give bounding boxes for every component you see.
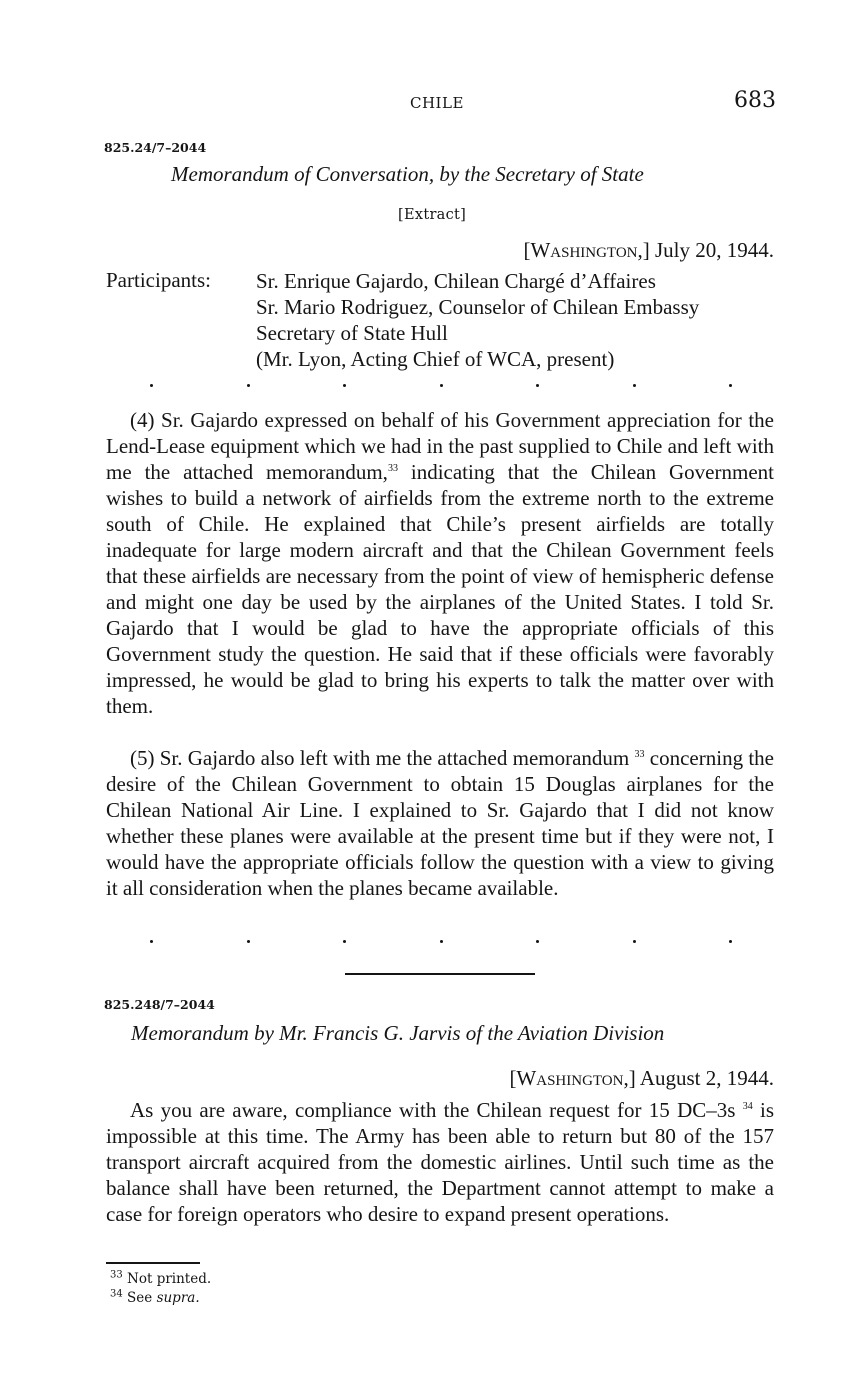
dateline-date-2: August 2, 1944. (639, 1066, 774, 1090)
dateline-place-1: [Washington,] (523, 238, 650, 262)
paragraph-5 (106, 745, 774, 901)
dateline-date-1: July 20, 1944. (654, 238, 774, 262)
paragraph-text: is impossible at this time. The Army has been able to return but 80 of the 157 transport aircraft acquired from the domestic airlines. Until such time as the balance shall have been returned, the Department cannot attempt to make a case for foreign operators who desire to expand present operations. (106, 1098, 774, 1226)
dateline-place-2: [Washington,] (509, 1066, 636, 1090)
extract-label: [Extract] (398, 207, 467, 223)
ellipsis-row (150, 384, 732, 387)
ellipsis-dot (247, 384, 250, 387)
participant: Sr. Mario Rodriguez, Counselor of Chilean Embassy (256, 295, 700, 319)
footnote-italic-text: supra. (156, 1290, 200, 1306)
paragraph-text: As you are aware, compliance with the Chilean request for 15 DC–3s (130, 1098, 736, 1122)
ellipsis-dot (729, 384, 732, 387)
footnote-text: Not printed. (127, 1271, 212, 1287)
dateline-1 (523, 238, 774, 263)
file-number-2: 825.248/7–2044 (104, 997, 215, 1012)
file-number-1: 825.24/7–2044 (104, 140, 207, 155)
document-title-2: Memorandum by Mr. Francis G. Jarvis of the Aviation Division (131, 1021, 665, 1045)
section-divider (345, 973, 535, 975)
ellipsis-dot (343, 940, 346, 943)
ellipsis-dot (729, 940, 732, 943)
paragraph-4 (106, 407, 774, 719)
footnote-33 (110, 1270, 211, 1288)
paragraph-text: concerning the desire of the Chilean Government to obtain 15 Douglas airplanes for the Chilean National Air Line. I explained to Sr. Gajardo that I did not know whether these planes were available at the present time but if they were not, I would have the appropriate officials follow the question with a view to giving it all consideration when the planes became available. (106, 746, 774, 900)
ellipsis-dot (440, 940, 443, 943)
footnote-34 (110, 1289, 200, 1307)
paragraph-text: (5) Sr. Gajardo also left with me the attached memorandum (130, 746, 630, 770)
footnote-ref: 33 (634, 749, 645, 760)
participant: (Mr. Lyon, Acting Chief of WCA, present) (256, 347, 615, 371)
ellipsis-dot (343, 384, 346, 387)
participants-list (256, 268, 699, 372)
ellipsis-dot (633, 940, 636, 943)
page-number: 683 (734, 88, 776, 113)
ellipsis-dot (536, 940, 539, 943)
ellipsis-dot (440, 384, 443, 387)
ellipsis-row (150, 940, 732, 943)
document-title-1: Memorandum of Conversation, by the Secretary of State (171, 162, 644, 186)
participants-label: Participants: (106, 268, 211, 292)
footnote-ref: 34 (742, 1101, 753, 1112)
dateline-2 (509, 1066, 774, 1091)
running-head: CHILE (410, 94, 464, 112)
footnote-text: See (127, 1290, 153, 1306)
footnote-number: 34 (110, 1288, 123, 1300)
ellipsis-dot (247, 940, 250, 943)
footnote-rule (106, 1262, 200, 1264)
footnote-number: 33 (110, 1269, 123, 1281)
paragraph-text: (4) Sr. Gajardo expressed on behalf of his Government appreciation for the Lend-Lease equipment which we had in the past supplied to Chile and left with me the attached memorandum, (106, 408, 774, 484)
ellipsis-dot (633, 384, 636, 387)
paragraph-text: indicating that the Chilean Government wishes to build a network of airfields from the extreme north to the extreme south of Chile. He explained that Chile’s present airfields are totally inadequate for large modern aircraft and that the Chilean Government feels that these airfields are necessary from the point of view of hemispheric defense and might one day be used by the airplanes of the United States. I told Sr. Gajardo that I would be glad to have the appropriate officials of this Government study the question. He said that if these officials were favorably impressed, he would be glad to bring his experts to talk the matter over with them. (106, 460, 774, 718)
ellipsis-dot (536, 384, 539, 387)
ellipsis-dot (150, 384, 153, 387)
participant: Secretary of State Hull (256, 321, 448, 345)
paragraph-jarvis (106, 1097, 774, 1227)
footnote-ref: 33 (387, 463, 398, 474)
participant: Sr. Enrique Gajardo, Chilean Chargé d’Affaires (256, 269, 656, 293)
ellipsis-dot (150, 940, 153, 943)
